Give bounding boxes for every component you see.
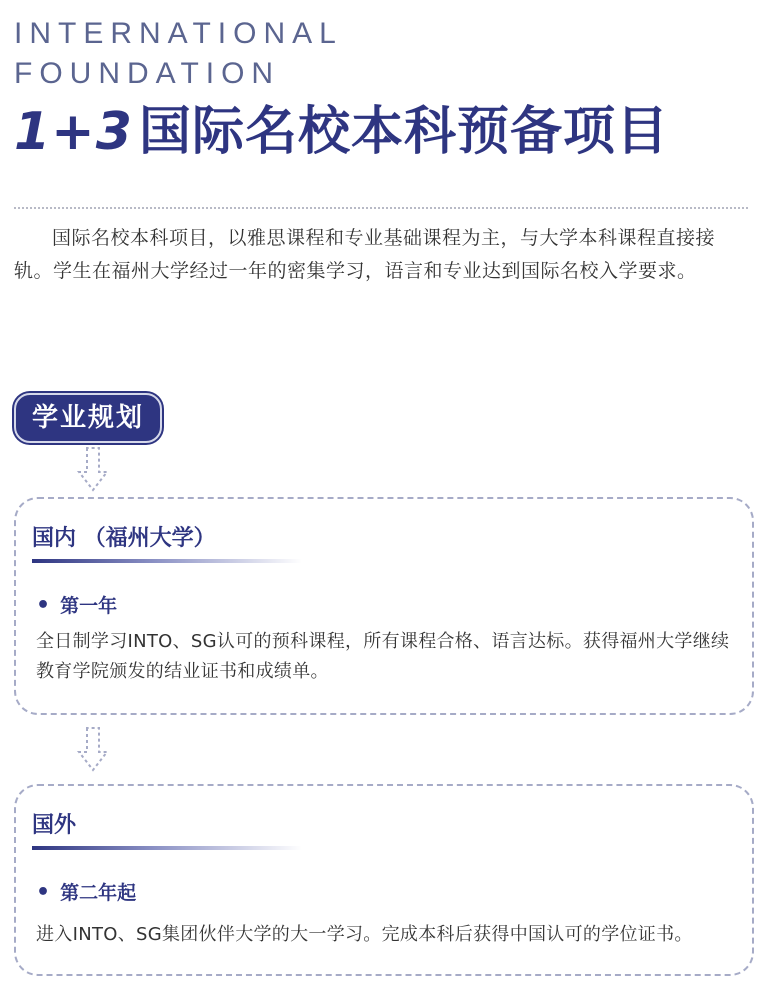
title-underline bbox=[32, 559, 302, 563]
subtitle-second-year bbox=[36, 878, 136, 905]
domestic-card bbox=[14, 497, 754, 715]
dotted-divider bbox=[14, 207, 748, 209]
down-arrow-icon bbox=[76, 446, 110, 494]
title-underline bbox=[32, 846, 302, 850]
overseas-card bbox=[14, 784, 754, 976]
bullet-icon: • bbox=[36, 593, 51, 618]
subtitle-label: 第一年 bbox=[60, 595, 118, 617]
section-label-pill: 学业规划 bbox=[14, 393, 162, 443]
down-arrow-icon bbox=[76, 726, 110, 774]
title-text: 国际名校本科预备项目 bbox=[138, 102, 669, 162]
title-number: 1+3 bbox=[14, 102, 133, 162]
subtitle-label: 第二年起 bbox=[60, 882, 137, 904]
intro-paragraph: 国际名校本科项目，以雅思课程和专业基础课程为主，与大学本科课程直接接轨。学生在福州大学经过一年的密集学习，语言和专业达到国际名校入学要求。 bbox=[14, 227, 716, 282]
bullet-icon: • bbox=[36, 880, 51, 905]
eyebrow-line-1: INTERNATIONAL bbox=[14, 17, 343, 50]
card-title-overseas: 国外 bbox=[32, 813, 77, 838]
page-title bbox=[14, 100, 669, 164]
eyebrow-line-2: FOUNDATION bbox=[14, 57, 281, 90]
eyebrow-heading bbox=[14, 14, 343, 94]
subtitle-first-year bbox=[36, 591, 117, 618]
card-text-overseas: 进入INTO、SG集团伙伴大学的大一学习。完成本科后获得中国认可的学位证书。 bbox=[36, 924, 693, 945]
card-text-domestic: 全日制学习INTO、SG认可的预科课程，所有课程合格、语言达标。获得福州大学继续教育学院颁发的结业证书和成绩单。 bbox=[36, 631, 730, 682]
card-title-domestic: 国内 （福州大学） bbox=[32, 526, 216, 551]
